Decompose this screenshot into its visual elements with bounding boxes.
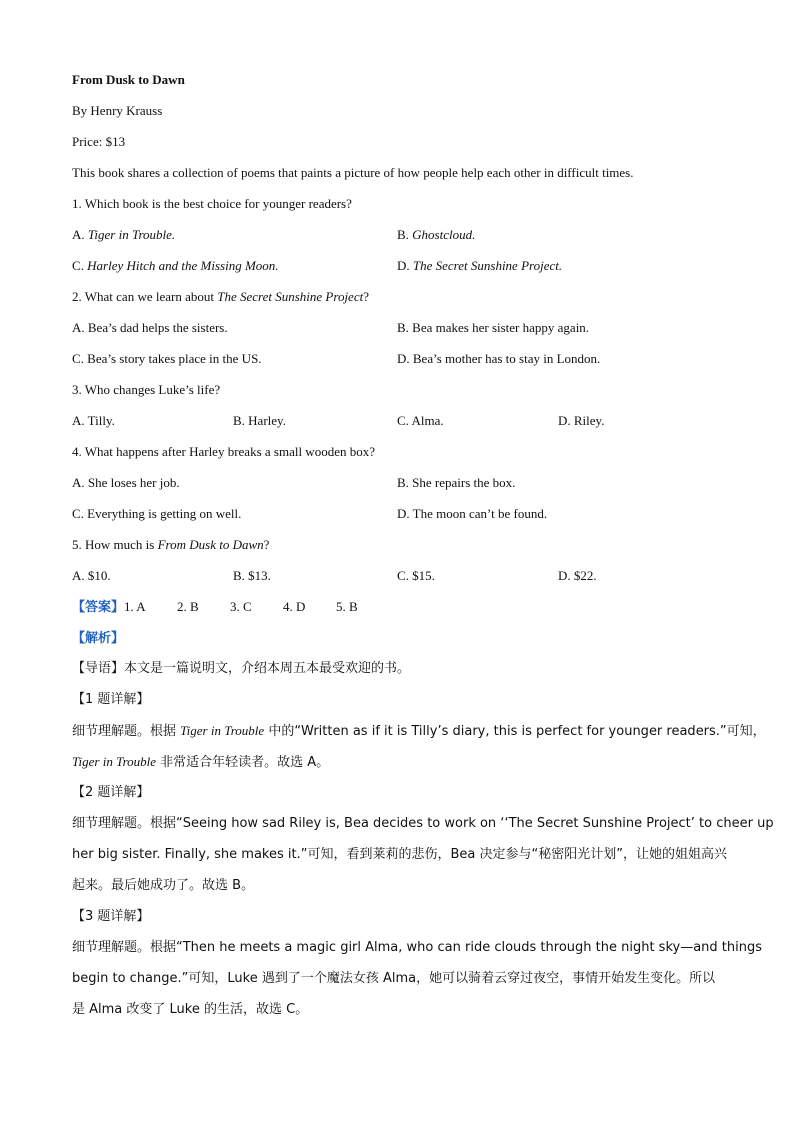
- option-1a: A. Tiger in Trouble.: [72, 227, 176, 242]
- option-4d: D. The moon can’t be found.: [397, 506, 548, 521]
- book-author: By Henry Krauss: [72, 103, 163, 118]
- answer-line: [72, 591, 732, 622]
- detail-3-line-3: 是 Alma 改变了 Luke 的生活，故选 C。: [72, 1002, 309, 1017]
- detail-3-line-1: 细节理解题。根据“Then he meets a magic girl Alma, who can ride clouds through the night sky—and things: [72, 940, 763, 955]
- question-2-options-row-2: [72, 343, 732, 374]
- question-2-stem: 2. What can we learn about The Secret Sunshine Project?: [72, 289, 369, 304]
- option-4a: A. She loses her job.: [72, 475, 180, 490]
- option-1d: D. The Secret Sunshine Project.: [397, 258, 563, 273]
- question-3-options-row: [72, 405, 732, 436]
- answer-item: 1. A: [124, 599, 146, 614]
- book-title: From Dusk to Dawn: [72, 72, 185, 87]
- document-page: [72, 64, 774, 1025]
- detail-1-line-1: 细节理解题。根据 Tiger in Trouble 中的“Written as if it is Tilly’s diary, this is perfect for younger readers.”可知，: [72, 723, 766, 739]
- option-1b: B. Ghostcloud.: [397, 227, 476, 242]
- guide-label: 【导语】: [72, 661, 125, 676]
- option-4b: B. She repairs the box.: [397, 475, 516, 490]
- detail-2-line-3: 起来。最后她成功了。故选 B。: [72, 878, 255, 893]
- question-5-options-row: [72, 560, 732, 591]
- option-5d: D. $22.: [558, 568, 597, 583]
- question-4-options-row-2: [72, 498, 732, 529]
- option-5a: A. $10.: [72, 568, 111, 583]
- book-description: This book shares a collection of poems that paints a picture of how people help each other in difficult times.: [72, 165, 634, 180]
- option-2b: B. Bea makes her sister happy again.: [397, 320, 590, 335]
- detail-3-line-2: begin to change.”可知，Luke 遇到了一个魔法女孩 Alma，她可以骑着云穿过夜空，事情开始发生变化。所以: [72, 971, 716, 986]
- guide-line: [72, 653, 732, 684]
- question-2-options-row-1: [72, 312, 732, 343]
- option-3d: D. Riley.: [558, 413, 605, 428]
- guide-text: 本文是一篇说明文，介绍本周五本最受欢迎的书。: [124, 661, 411, 676]
- answer-label: 【答案】: [72, 600, 125, 615]
- option-3c: C. Alma.: [397, 413, 444, 428]
- answer-item: 5. B: [336, 599, 358, 614]
- option-3b: B. Harley.: [233, 413, 286, 428]
- option-4c: C. Everything is getting on well.: [72, 506, 242, 521]
- question-1-stem: 1. Which book is the best choice for younger readers?: [72, 196, 352, 211]
- option-2c: C. Bea’s story takes place in the US.: [72, 351, 262, 366]
- detail-2-line-1: 细节理解题。根据“Seeing how sad Riley is, Bea decides to work on ‘‘The Secret Sunshine Project’ to cheer up: [72, 816, 774, 831]
- option-2a: A. Bea’s dad helps the sisters.: [72, 320, 228, 335]
- question-3-stem: 3. Who changes Luke’s life?: [72, 382, 221, 397]
- answer-item: 2. B: [177, 599, 199, 614]
- detail-2-heading: 【2 题详解】: [72, 785, 150, 800]
- book-price: Price: $13: [72, 134, 126, 149]
- question-4-stem: 4. What happens after Harley breaks a small wooden box?: [72, 444, 375, 459]
- detail-1-heading: 【1 题详解】: [72, 692, 150, 707]
- option-5b: B. $13.: [233, 568, 271, 583]
- option-2d: D. Bea’s mother has to stay in London.: [397, 351, 601, 366]
- answer-item: 4. D: [283, 599, 306, 614]
- question-5-stem: 5. How much is From Dusk to Dawn?: [72, 537, 270, 552]
- detail-3-heading: 【3 题详解】: [72, 909, 150, 924]
- question-1-options-row-1: [72, 219, 732, 250]
- analysis-heading: 【解析】: [72, 631, 125, 646]
- question-4-options-row-1: [72, 467, 732, 498]
- detail-2-line-2: her big sister. Finally, she makes it.”可知，看到莱莉的悲伤，Bea 决定参与“秘密阳光计划”，让她的姐姐高兴: [72, 847, 727, 862]
- option-5c: C. $15.: [397, 568, 435, 583]
- answer-item: 3. C: [230, 599, 252, 614]
- question-1-options-row-2: [72, 250, 732, 281]
- detail-1-line-2: Tiger in Trouble 非常适合年轻读者。故选 A。: [72, 754, 330, 770]
- option-1c: C. Harley Hitch and the Missing Moon.: [72, 258, 279, 273]
- option-3a: A. Tilly.: [72, 413, 115, 428]
